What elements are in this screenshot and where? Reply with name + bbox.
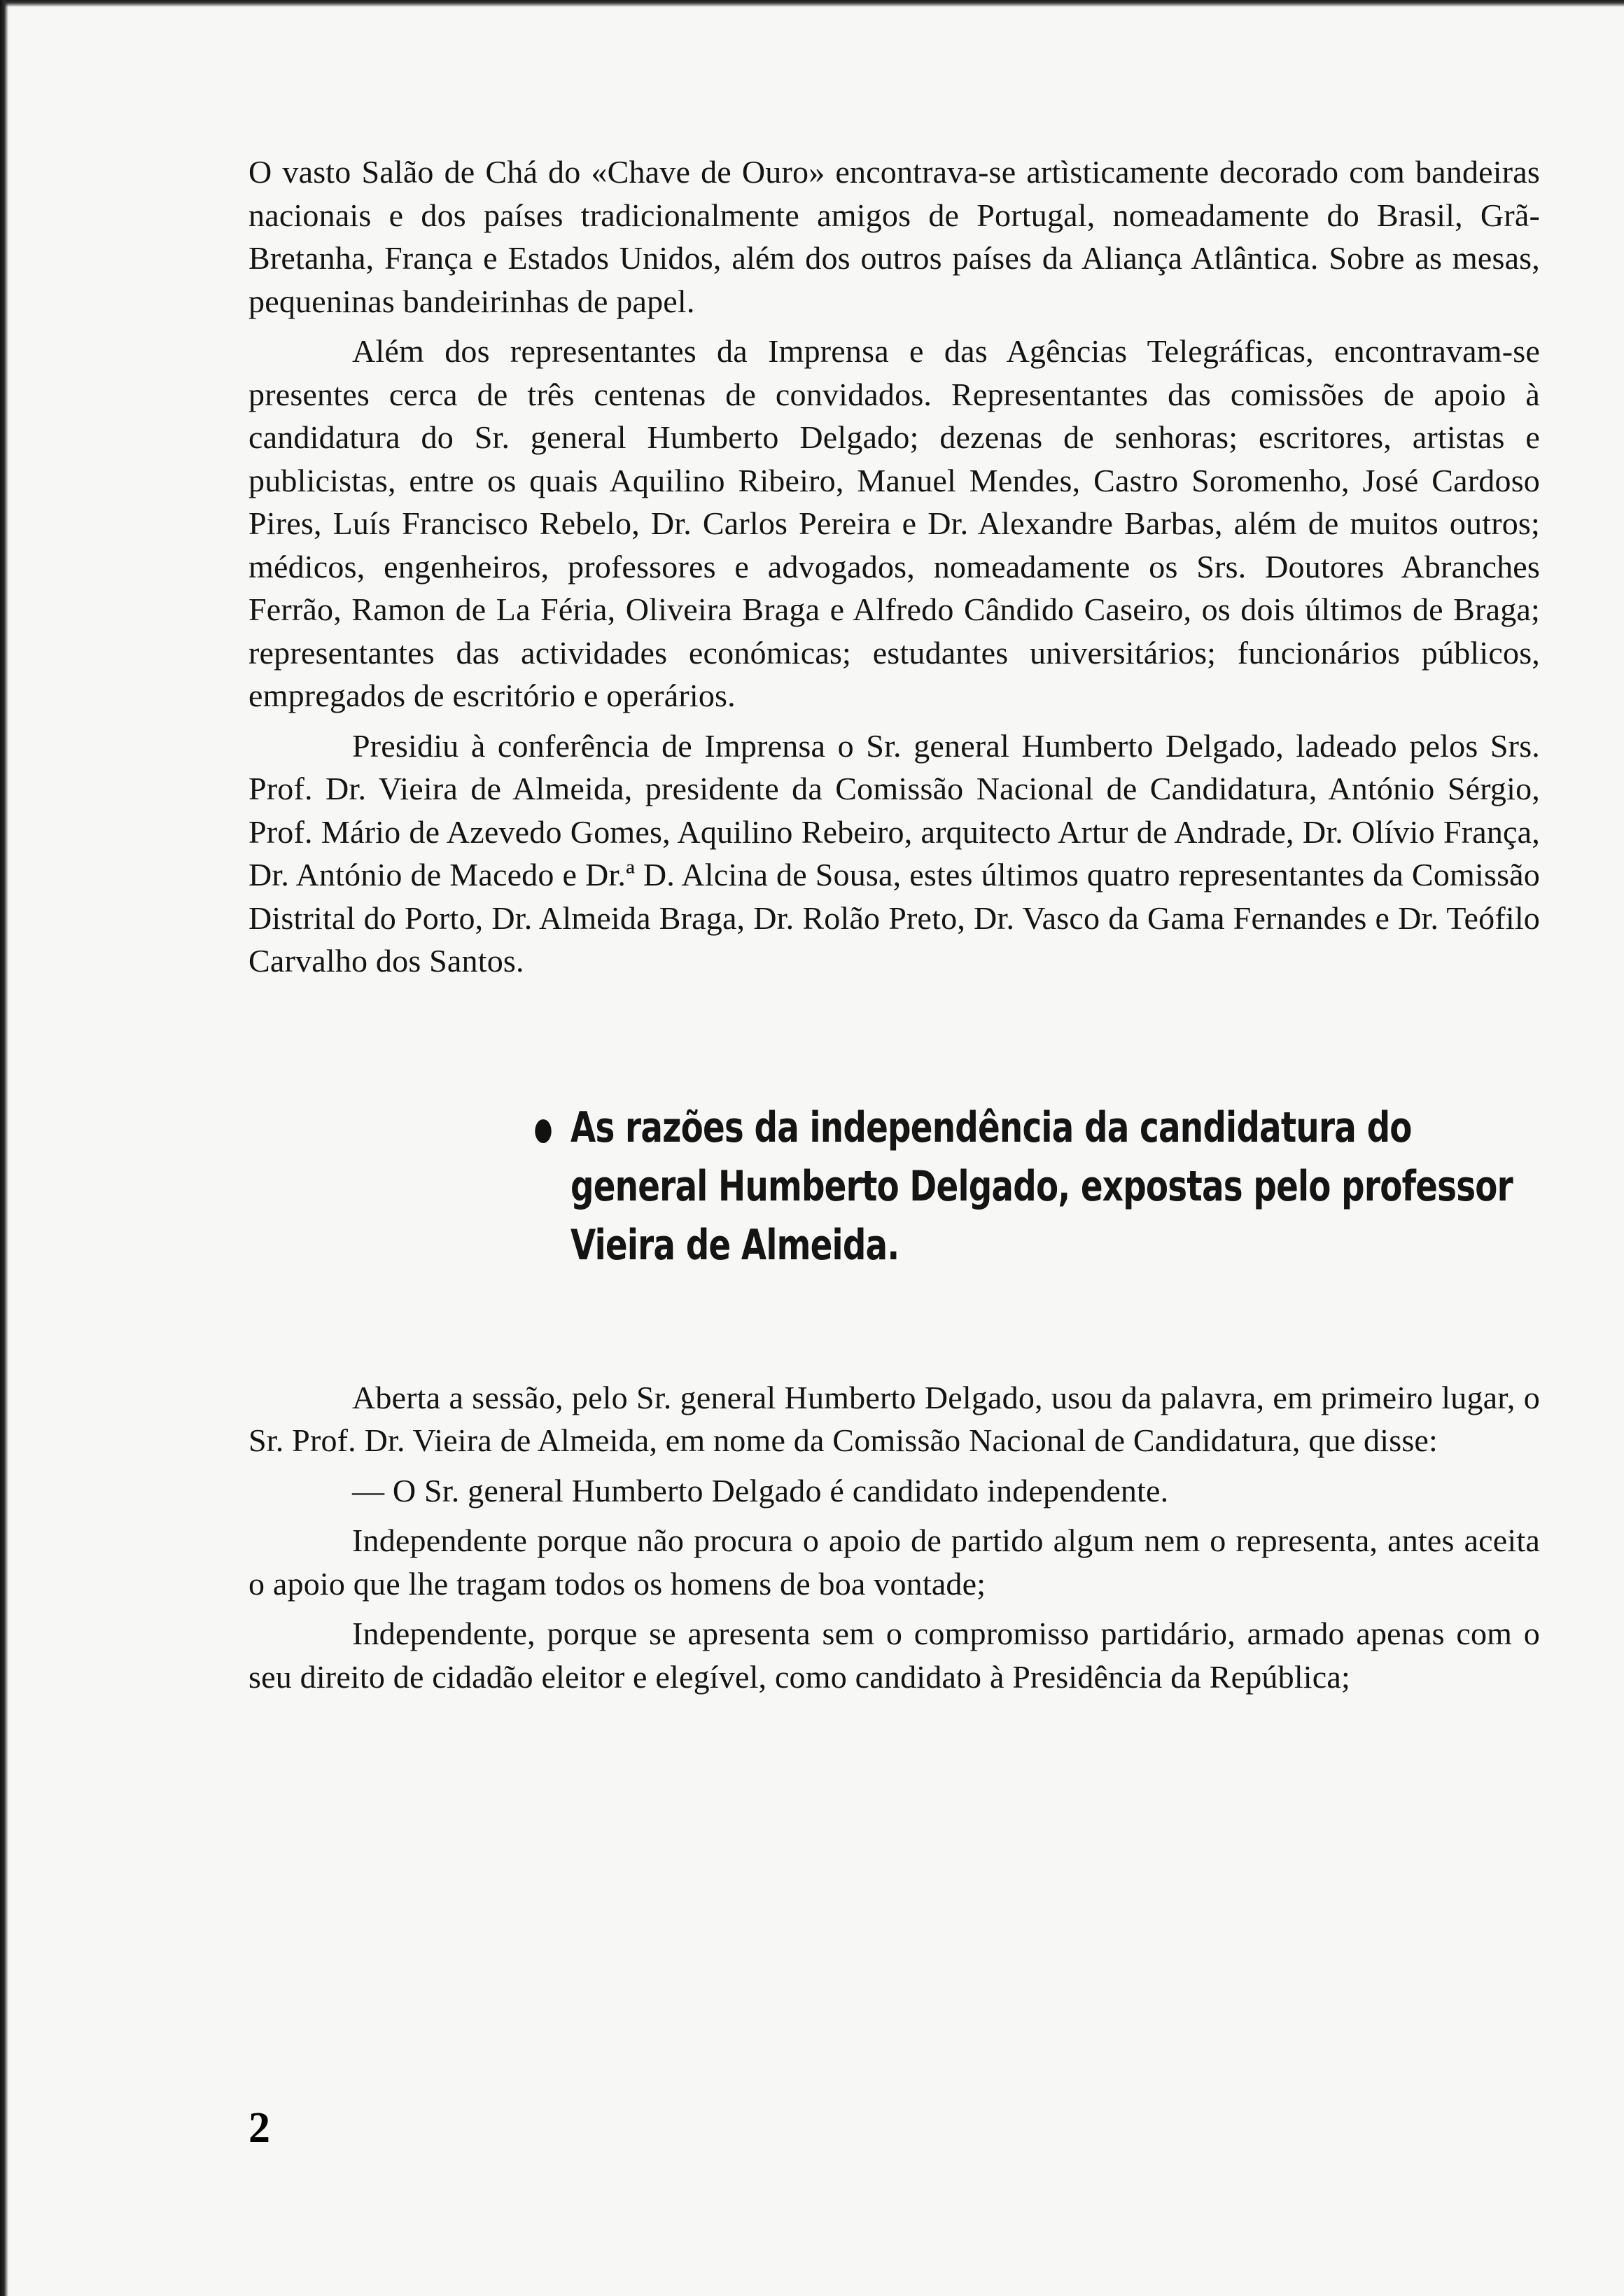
scan-edge-left bbox=[0, 0, 8, 2296]
bullet-icon bbox=[535, 1119, 551, 1143]
paragraph-independent-2: Independente, porque se apresenta sem o compromisso partidário, armado apenas com o seu direito de cidadão eleitor e elegível, como candidato à Presidência da República; bbox=[248, 1616, 1540, 1695]
paragraph-guests: Além dos representantes da Imprensa e das Agências Telegráficas, encontravam-se presentes cerca de três centenas de convidados. Representantes das comissões de apoio à candidatura do Sr. general Humberto Delgado; dezenas de senhoras; escritores, artistas e publicistas, entre os quais Aquilino Ribeiro, Manuel Mendes, Castro Soromenho, José Cardoso Pires, Luís Francisco Rebelo, Dr. Carlos Pereira e Dr. Alexandre Barbas, além de muitos outros; médicos, engenheiros, professores e advogados, nomeadamente os Srs. Doutores Abranches Ferrão, Ramon de La Féria, Oliveira Braga e Alfredo Cândido Caseiro, os dois últimos de Braga; representantes das actividades económicas; estudantes universitários; funcionários públicos, empregados de escritório e operários. bbox=[248, 333, 1540, 713]
scan-edge-top bbox=[0, 0, 1624, 7]
page-number: 2 bbox=[248, 2104, 270, 2152]
paragraph-presiding: Presidiu à conferência de Imprensa o Sr. general Humberto Delgado, ladeado pelos Srs. Prof. Dr. Vieira de Almeida, presidente da Comissão Nacional de Candidatura, António Sérgio, Prof. Mário de Azevedo Gomes, Aquilino Rebeiro, arquitecto Artur de Andrade, Dr. Olívio França, Dr. António de Macedo e Dr.ª D. Alcina de Sousa, estes últimos quatro representantes da Comissão Distrital do Porto, Dr. Almeida Braga, Dr. Rolão Preto, Dr. Vasco da Gama Fernandes e Dr. Teófilo Carvalho dos Santos. bbox=[248, 727, 1540, 979]
paragraph-opening: Aberta a sessão, pelo Sr. general Humberto Delgado, usou da palavra, em primeiro lugar, o Sr. Prof. Dr. Vieira de Almeida, em nome da Comissão Nacional de Candidatura, que disse: bbox=[248, 1379, 1540, 1458]
paragraph-salon: O vasto Salão de Chá do «Chave de Ouro» encontrava-se artìsticamente decorado com bandeiras nacionais e dos países tradicionalmente amigos de Portugal, nomeadamente do Brasil, Grã-Bretanha, França e Estados Unidos, além dos outros países da Aliança Atlântica. Sobre as mesas, pequeninas bandeirinhas de papel. bbox=[248, 154, 1540, 319]
section-heading bbox=[570, 1098, 1548, 1275]
paragraph-independent-1: Independente porque não procura o apoio de partido algum nem o representa, antes aceita o apoio que lhe tragam todos os homens de boa vontade; bbox=[248, 1522, 1540, 1602]
section-heading-text: As razões da independência da candidatura do general Humberto Delgado, expostas pelo professor Vieira de Almeida. bbox=[570, 1102, 1513, 1270]
paragraph-quote-start: — O Sr. general Humberto Delgado é candidato independente. bbox=[352, 1472, 1169, 1508]
document-page bbox=[248, 150, 1540, 1705]
